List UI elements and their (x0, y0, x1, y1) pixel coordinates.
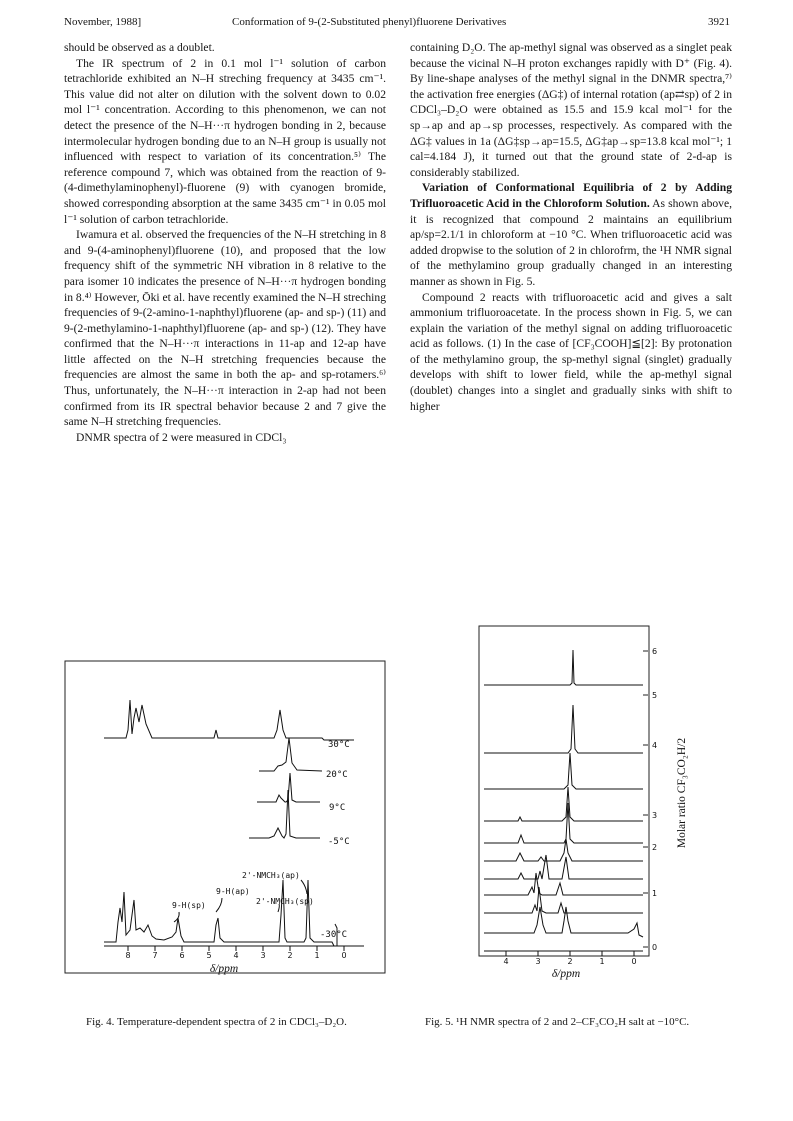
fig5-trace-5 (484, 705, 643, 753)
fig5-trace-6 (484, 650, 643, 685)
fig5-x-label: δ/ppm (551, 968, 581, 980)
paragraph: should be observed as a doublet. (64, 41, 215, 54)
fig5-caption: Fig. 5. ¹H NMR spectra of 2 and 2–CF₃CO₂H salt at −10°C. (425, 1016, 690, 1028)
fig4-tick-label: 8 (125, 951, 131, 960)
page-number: 3921 (708, 16, 730, 28)
fig5-ratio-label: 2 (652, 843, 658, 852)
header-title: Conformation of 9-(2-Substituted phenyl)fluorene Derivatives (232, 16, 507, 28)
fig4-spectra-plot (64, 660, 386, 990)
left-column (64, 40, 386, 445)
fig5-tick-label: 4 (503, 957, 509, 966)
fig5-ratio-label: 5 (652, 691, 658, 700)
fig5-frame (479, 626, 649, 956)
fig4-frame (65, 661, 385, 973)
fig4-x-label: δ/ppm (209, 963, 239, 975)
fig4-annotation-sp: 2'-NMCH₃(sp) (256, 897, 314, 906)
fig5-ratio-ticks (643, 651, 648, 947)
figure-4 (64, 660, 386, 990)
paragraph (410, 180, 732, 289)
fig4-tick-label: 5 (206, 951, 212, 960)
section-heading: Variation of Conformational Equilibria of 2 by Adding Trifluoroacetic Acid in the Chloroform Solution. (410, 181, 732, 210)
fig5-trace-2 (484, 803, 643, 843)
paragraph: Compound 2 reacts with trifluoroacetic acid and gives a salt ammonium trifluoroacetate. In the process shown in Fig. 5, we can explain the variation of the methyl signal on adding trifluoroacetic acid as follows. (1) In the case of [CF₃COOH]≦[2]: By protonation of the methylamino group, the sp-methyl signal (singlet) gradually develops with shift to lower field, while the ap-methyl signal (doublet) changes into a singlet and gradually sinks with shift to higher (410, 290, 732, 413)
paragraph: containing D₂O. The ap-methyl signal was observed as a singlet peak because the vicinal N–H proton exchanges rapidly with D⁺ (Fig. 4). By line-shape analyses of the methyl signal in the DNMR spectra,⁷⁾ the activation free energies (ΔG‡) of internal rotation (ap⇄sp) of 2 in CDCl₃–D₂O were obtained as 15.5 and 15.9 kcal mol⁻¹ for the sp→ap and ap→sp processes, respectively. As compared with the ΔG‡ values in 1a (ΔG‡sp→ap=15.5, ΔG‡ap→sp=13.8 kcal mol⁻¹; 1 cal=4.184 J), it turned out that the ground state of 2-d-ap is considerably stabilized. (410, 41, 732, 179)
fig5-ratio-label: 6 (652, 647, 658, 656)
fig4-tick-label: 2 (287, 951, 293, 960)
fig5-ratio-label: 0 (652, 943, 658, 952)
fig4-arrow-ap (301, 880, 307, 894)
fig4-tick-label: 0 (341, 951, 347, 960)
fig5-x-ticks (506, 951, 634, 956)
fig5-tick-label: 0 (631, 957, 637, 966)
fig4-trace-m5c (249, 790, 320, 838)
fig4-trace-30c (104, 700, 354, 740)
fig5-trace-4 (484, 753, 643, 789)
fig5-ratio-label: 4 (652, 741, 658, 750)
fig5-trace-3 (484, 787, 643, 821)
fig4-tick-label: 3 (260, 951, 266, 960)
fig4-annotation-ap: 2'-NMCH₃(ap) (242, 871, 300, 880)
fig4-tick-label: 1 (314, 951, 320, 960)
paragraph: Iwamura et al. observed the frequencies of the N–H stretching in 8 and 9-(4-aminophenyl)fluorene (10), and proposed that the low frequency shift of the symmetric NH vibration in 8 relative to the para isomer 10 indicates the presence of N–H···π hydrogen bonding in 8.⁴⁾ However, Ōki et al. have recently examined the N–H streching frequencies of 9-(2-amino-1-naphthyl)fluorene (ap- and sp-) (11) and 9-(2-methylamino-1-naphthyl)fluorene (ap- and sp-) (12). They have confirmed that the N–H···π interactions in 11-ap and 12-ap have little affected on the N–H stretching frequencies because the frequencies are almost the same in both the ap- and sp-rotamers.⁶⁾ Thus, unfortunately, the N–H···π interaction in 2-ap had not been confirmed from its IR spectral behavior because 2 and 7 give the same N–H stretching frequencies. (64, 228, 386, 429)
fig5-trace-1b (484, 855, 643, 879)
fig5-trace-1a (484, 839, 643, 861)
fig5-trace-1c (484, 873, 643, 895)
header-date: November, 1988] (64, 16, 142, 28)
right-column (410, 40, 732, 414)
fig4-caption: Fig. 4. Temperature-dependent spectra of 2 in CDCl₃–D₂O. (86, 1016, 347, 1028)
fig4-trace-20c (259, 738, 322, 771)
paragraph: DNMR spectra of 2 were measured in CDCl₃ (76, 430, 287, 444)
fig5-tick-label: 3 (535, 957, 541, 966)
paragraph-text: As shown above, it is recognized that compound 2 maintains an equilibrium ap/sp=2.1/1 in chloroform at −10 °C. When trifluoroacetic acid was added dropwise to the solution of 2 in chlorofrm, the ¹H NMR signal of the methylamino group gradually changed in an interesting manner as shown in Fig. 5. (410, 196, 733, 288)
fig5-trace-1d (484, 887, 643, 913)
paragraph: The IR spectrum of 2 in 0.1 mol l⁻¹ solution of carbon tetrachloride exhibited an N–H streching frequency at 3435 cm⁻¹. This value did not alter on dilution with the solvent down to 0.02 mol l⁻¹ concentration. According to this phenomenon, we can not detect the presence of the N–H···π hydrogen bonding in 2, because intermolecular hydrogen bonding due to an N–H group is usually not influenced with respect to variation of its concentration.⁵⁾ The reference compound 7, which was obtained from the reaction of 9-(4-dimethylaminophenyl)-fluorene (9) with cyanogen bromide, showed corresponding absorption at the same 3435 cm⁻¹ in 0.05 mol l⁻¹ solution of carbon tetrachloride. (64, 56, 386, 226)
fig4-temp-label: 9°C (329, 803, 346, 813)
fig5-y-label: Molar ratio CF₃CO₂H/2 (676, 737, 688, 849)
fig5-ratio-label: 3 (652, 811, 658, 820)
fig5-tick-label: 1 (599, 957, 605, 966)
fig4-tick-label: 7 (152, 951, 158, 960)
figure-5 (478, 625, 708, 980)
fig5-tick-label: 2 (567, 957, 573, 966)
fig4-tick-label: 4 (233, 951, 239, 960)
fig5-spectra-plot (478, 625, 708, 980)
running-header (64, 16, 730, 32)
fig4-arrow-h-ap (216, 898, 222, 912)
fig5-ratio-label: 1 (652, 889, 658, 898)
fig4-annotation-h-ap: 9-H(ap) (216, 887, 250, 896)
fig4-annotation-h-sp: 9-H(sp) (172, 901, 206, 910)
fig4-temp-label: -5°C (328, 837, 350, 847)
fig4-temp-label: 20°C (326, 770, 348, 780)
fig4-tick-label: 6 (179, 951, 185, 960)
fig4-temp-label: 30°C (328, 740, 350, 750)
fig4-temp-label: -30°C (320, 930, 348, 940)
